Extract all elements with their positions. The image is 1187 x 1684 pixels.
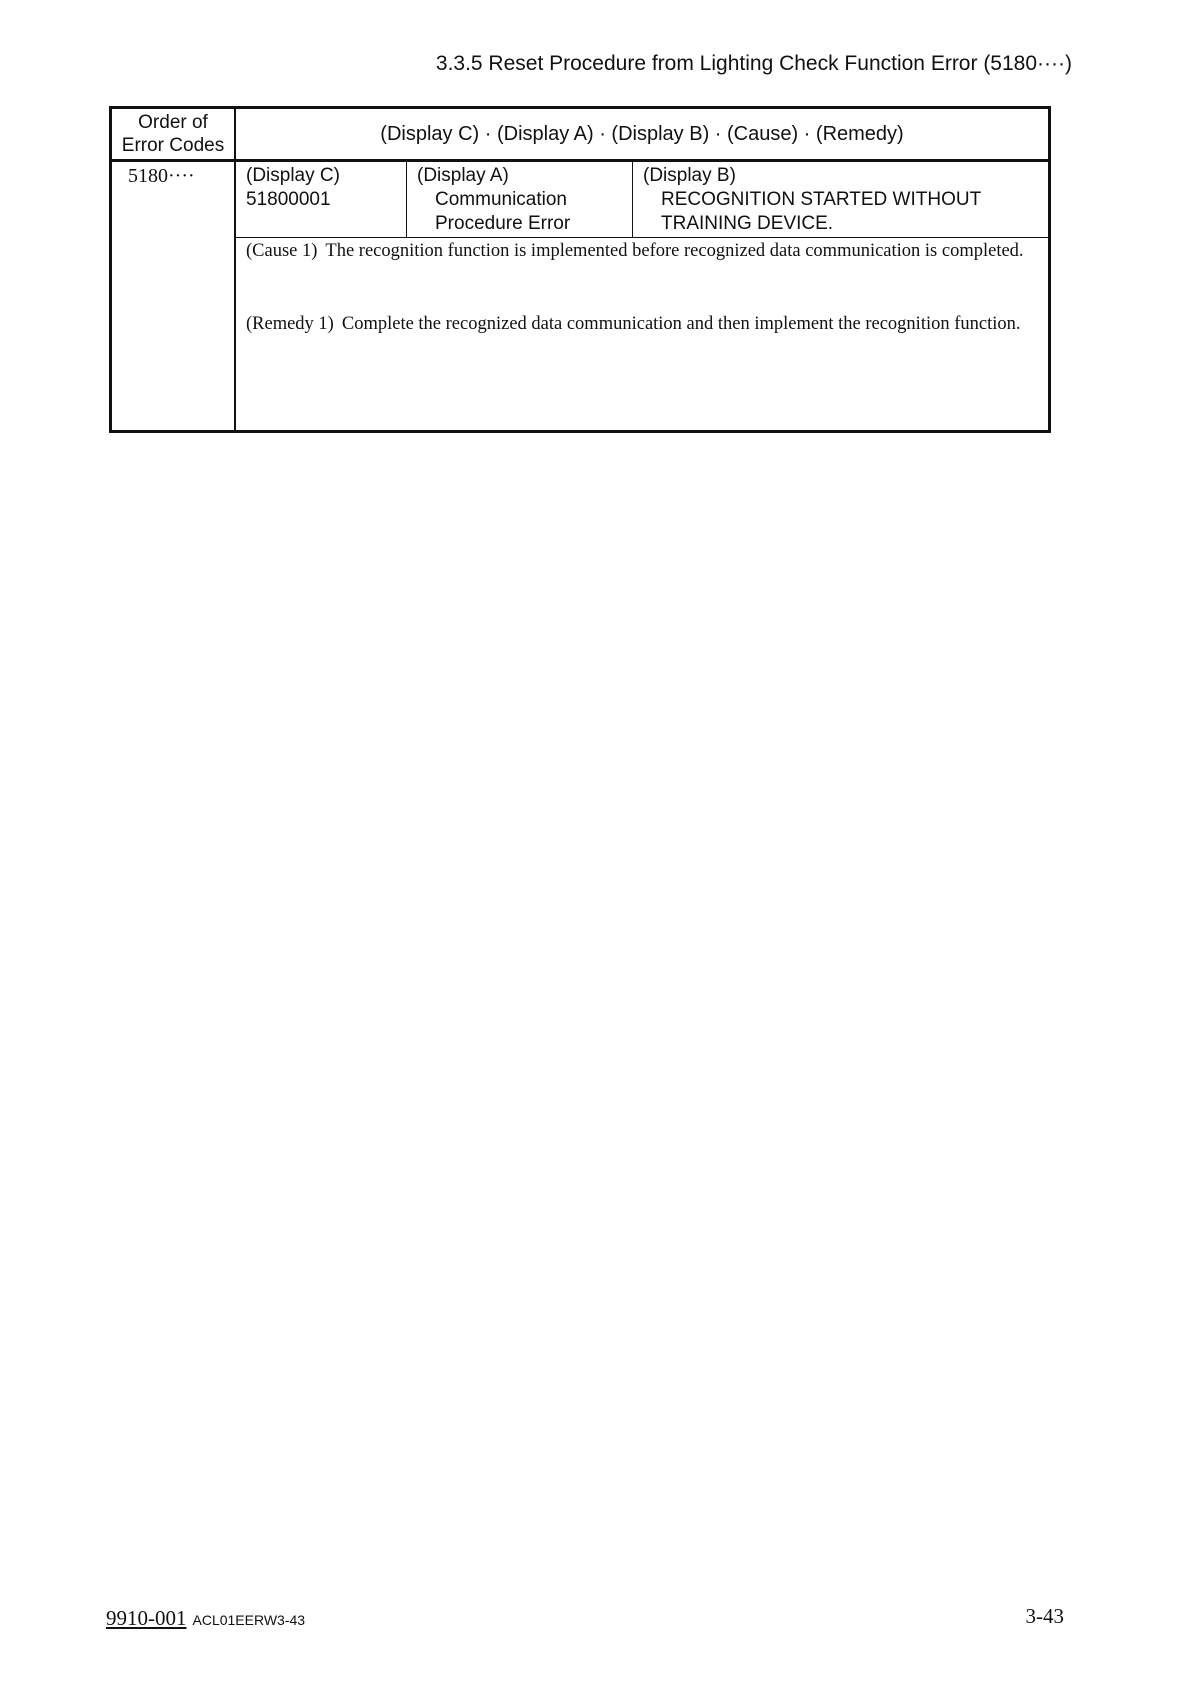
header-order-line-1: Order of — [138, 112, 208, 133]
display-a-label: (Display A) — [417, 165, 509, 186]
remedy-paragraph — [246, 312, 1040, 336]
footer-document-id — [106, 1606, 305, 1631]
cause-text: The recognition function is implemented before recognized data communication is completed. — [325, 241, 1024, 261]
display-a-cell — [406, 162, 632, 237]
display-b-line-1: RECOGNITION STARTED WITHOUT — [661, 189, 982, 210]
section-title: 3.3.5 Reset Procedure from Lighting Check Function Error (5180····) — [435, 52, 1072, 75]
error-code-table — [109, 106, 1051, 433]
document-code: ACL01EERW3-43 — [192, 1612, 306, 1628]
display-a-line-2: Procedure Error — [435, 213, 571, 234]
display-b-cell — [632, 162, 1048, 237]
display-c-value: 51800001 — [246, 189, 331, 210]
display-row — [236, 162, 1048, 238]
header-display-columns: (Display C) · (Display A) · (Display B) · (Cause) · (Remedy) — [380, 122, 904, 145]
remedy-text: Complete the recognized data communication and then implement the recognition function. — [341, 314, 1021, 334]
display-c-label: (Display C) — [246, 165, 340, 186]
display-c-cell — [236, 162, 406, 237]
cause-tag: (Cause 1) — [246, 241, 318, 261]
error-code-cell: 5180···· — [128, 165, 195, 187]
header-order-line-2: Error Codes — [121, 135, 225, 156]
display-b-label: (Display B) — [643, 165, 736, 186]
display-a-line-1: Communication — [435, 189, 567, 210]
document-number: 9910-001 — [106, 1606, 187, 1630]
page-number: 3-43 — [1025, 1604, 1064, 1628]
header-order-of-error-codes — [112, 109, 234, 159]
remedy-tag: (Remedy 1) — [246, 314, 334, 334]
display-b-line-2: TRAINING DEVICE. — [661, 213, 834, 234]
cause-paragraph — [246, 239, 1040, 263]
